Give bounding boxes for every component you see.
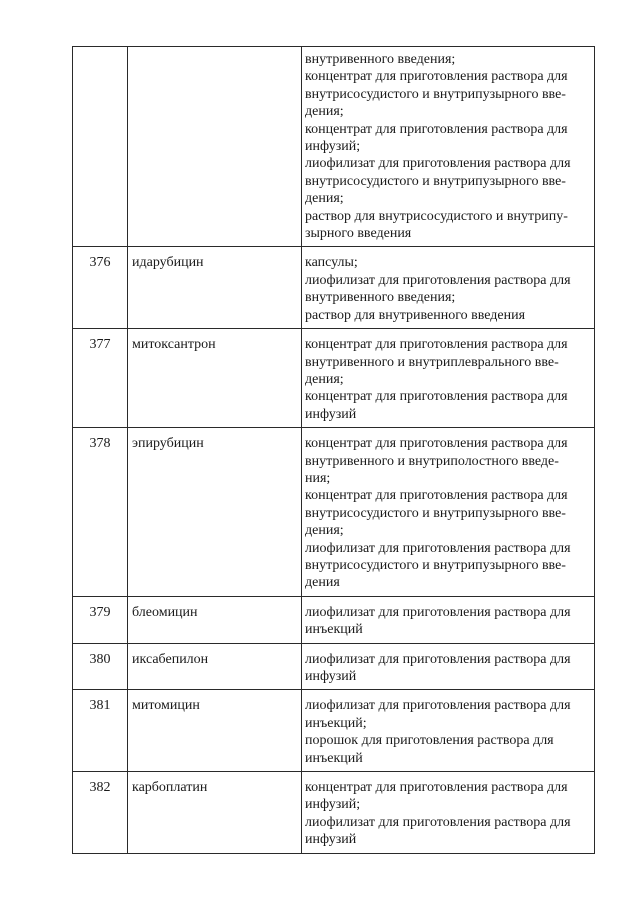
drug-name-cell [128,47,302,247]
drug-name: митоксантрон [132,337,216,353]
dosage-form-line: инъекций [305,622,363,638]
drug-name-cell [128,643,302,690]
dosage-form-list [305,644,590,690]
dosage-form-line: концентрат для приготовления раствора для [305,337,568,353]
drug-name: эпирубицин [132,436,204,452]
row-number-cell [73,428,128,597]
dosage-form-line: инфузий; [305,139,361,155]
drug-name: идарубицин [132,255,204,271]
dosage-form-list [305,47,590,246]
dosage-form-line: концентрат для приготовления раствора для [305,488,568,504]
drug-name: иксабепилон [132,651,209,667]
drug-name-cell [128,247,302,329]
dosage-form-line: внутривенного введения; [305,52,456,67]
row-number: 380 [89,651,111,667]
dosage-form-line: дения; [305,191,344,207]
dosage-form-line: внутривенного и внутриплеврального вве- [305,354,559,370]
dosage-form-line: дения; [305,523,344,539]
dosage-form-line: лиофилизат для приготовления раствора для [305,272,571,288]
dosage-form-cell [302,247,595,329]
dosage-form-line: лиофилизат для приготовления раствора для [305,698,571,714]
table-row [73,428,595,597]
dosage-form-line: внутривенного и внутриполостного введе- [305,453,559,469]
table-row [73,643,595,690]
row-number-cell [73,596,128,643]
dosage-form-line: инфузий [305,832,357,848]
drug-name: блеомицин [132,604,198,620]
dosage-form-line: внутрисосудистого и внутрипузырного вве- [305,173,566,189]
drug-name: митомицин [132,698,200,714]
drug-name [132,47,301,58]
row-number-cell [73,690,128,772]
dosage-form-cell [302,428,595,597]
dosage-form-line: инфузий [305,669,357,684]
table-row [73,329,595,428]
dosage-form-line: внутрисосудистого и внутрипузырного вве- [305,505,566,521]
drug-name-cell [128,596,302,643]
dosage-form-list [305,772,590,853]
dosage-form-line: капсулы; [305,255,358,271]
dosage-form-line: раствор для внутривенного введения [305,307,526,323]
table-row [73,247,595,329]
dosage-form-line: инъекций [305,750,363,766]
drug-table [72,46,595,854]
row-number-cell [73,247,128,329]
row-number: 377 [89,337,111,353]
dosage-form-cell [302,772,595,854]
dosage-form-cell [302,329,595,428]
dosage-form-line: ния; [305,470,331,486]
dosage-form-line: концентрат для приготовления раствора для [305,121,568,137]
row-number: 382 [89,780,111,796]
row-number: 378 [89,436,111,452]
dosage-form-list [305,428,590,596]
drug-name-cell [128,428,302,597]
dosage-form-cell [302,47,595,247]
dosage-form-line: инфузий [305,406,357,422]
dosage-form-line: внутрисосудистого и внутрипузырного вве- [305,557,566,573]
dosage-form-list [305,690,590,771]
table-row [73,47,595,247]
dosage-form-line: лиофилизат для приготовления раствора для [305,651,571,667]
row-number: 381 [89,698,111,714]
dosage-form-line: лиофилизат для приготовления раствора для [305,814,571,830]
drug-name-cell [128,329,302,428]
row-number-cell [73,47,128,247]
dosage-form-line: лиофилизат для приготовления раствора для [305,156,571,172]
dosage-form-line: лиофилизат для приготовления раствора для [305,540,571,556]
dosage-form-line: инъекций; [305,715,367,731]
table-row [73,596,595,643]
drug-name-cell [128,690,302,772]
dosage-form-line: концентрат для приготовления раствора для [305,389,568,405]
dosage-form-line: концентрат для приготовления раствора для [305,69,568,85]
dosage-form-list [305,247,590,328]
dosage-form-line: дения; [305,371,344,387]
row-number-cell [73,329,128,428]
row-number-cell [73,643,128,690]
dosage-form-cell [302,643,595,690]
dosage-form-line: дения [305,575,340,591]
row-number-cell [73,772,128,854]
dosage-form-list [305,597,590,643]
dosage-form-line: раствор для внутрисосудистого и внутрипу- [305,208,568,224]
dosage-form-line: лиофилизат для приготовления раствора для [305,604,571,620]
drug-name-cell [128,772,302,854]
row-number [73,47,127,58]
row-number: 379 [89,604,111,620]
dosage-form-line: дения; [305,104,344,120]
dosage-form-line: инфузий; [305,797,361,813]
table-row [73,772,595,854]
dosage-form-line: внутрисосудистого и внутрипузырного вве- [305,86,566,102]
dosage-form-line: внутривенного введения; [305,290,456,306]
dosage-form-cell [302,596,595,643]
dosage-form-line: концентрат для приготовления раствора для [305,780,568,796]
dosage-form-cell [302,690,595,772]
dosage-form-line: концентрат для приготовления раствора для [305,436,568,452]
dosage-form-line: зырного введения [305,226,412,242]
dosage-form-list [305,329,590,427]
table-row [73,690,595,772]
dosage-form-line: порошок для приготовления раствора для [305,733,554,749]
drug-table-body [73,47,595,854]
drug-name: карбоплатин [132,780,208,796]
row-number: 376 [89,255,111,271]
